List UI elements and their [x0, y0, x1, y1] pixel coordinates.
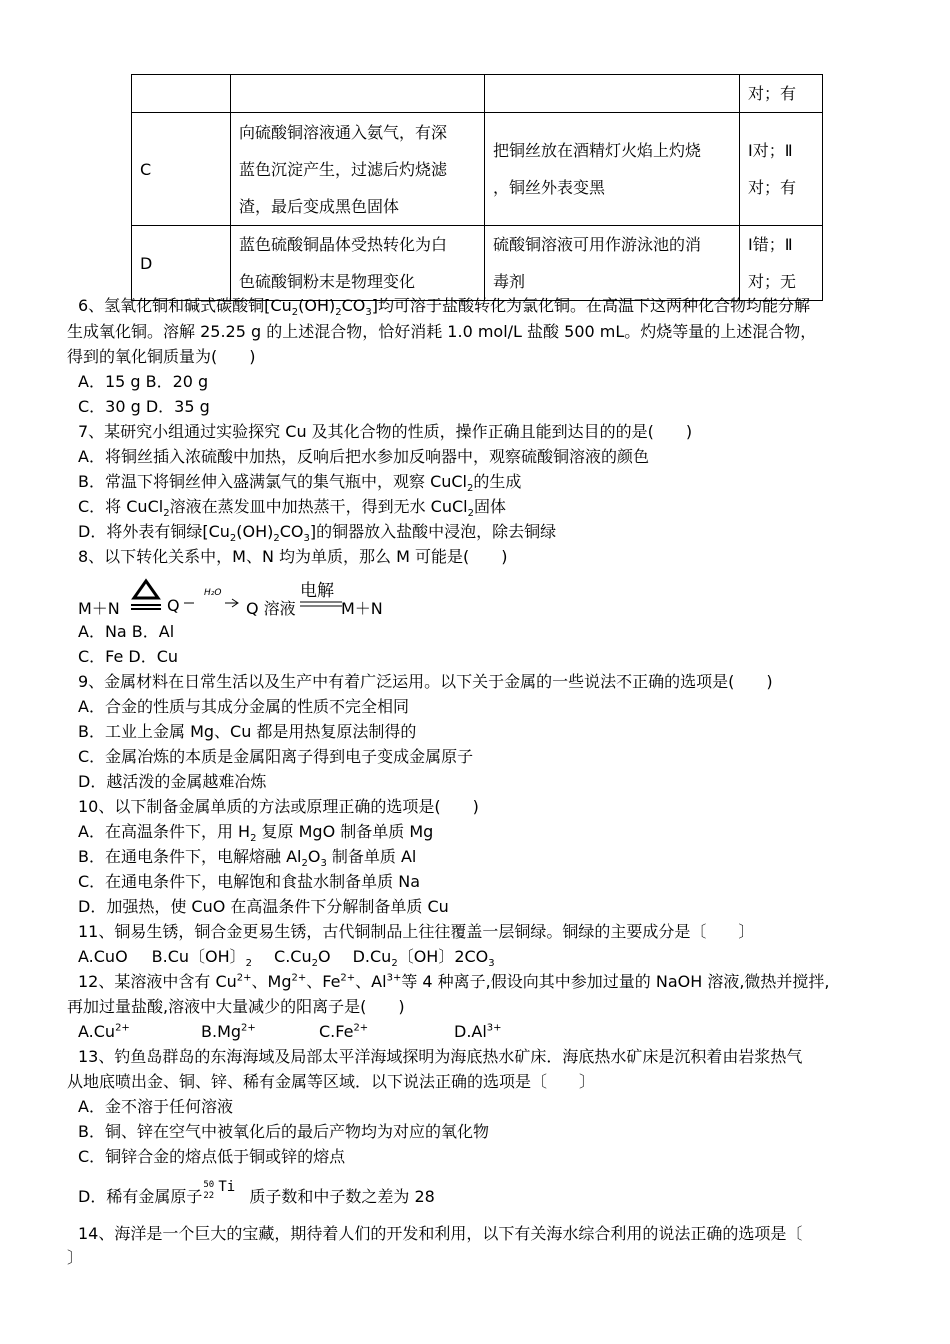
q11-option-d: D.Cu: [352, 947, 392, 966]
subscript: 2: [273, 533, 280, 545]
table-cell: [231, 113, 485, 226]
cell-line: 蓝色硫酸铜晶体受热转化为白: [239, 235, 448, 254]
text: 6、氢氧化铜和碱式碳酸铜[Cu: [78, 296, 292, 315]
q8-stem: 8、以下转化关系中，M、N 均为单质，那么 M 可能是( ): [78, 547, 508, 566]
cell-line: 对；无: [748, 272, 797, 291]
text: 、Mg: [251, 972, 292, 991]
q14-line-2: 〕: [67, 1248, 84, 1267]
table-cell: [740, 226, 823, 301]
text: D.Al: [454, 1022, 487, 1041]
q12-option-a: [78, 1021, 130, 1043]
arrow-icon: [181, 594, 243, 610]
q10-stem: 10、以下制备金属单质的方法或原理正确的选项是( ): [78, 797, 479, 816]
text: 12、某溶液中含有 Cu: [78, 972, 237, 991]
superscript: 2+: [241, 1022, 256, 1034]
eq-right: M＋N: [341, 599, 383, 618]
q14-line-1: 14、海洋是一个巨大的宝藏，期待着人们的开发和利用，以下有关海水综合利用的说法正确的选项是〔: [78, 1224, 803, 1243]
text: B.Mg: [201, 1022, 242, 1041]
subscript: 2: [467, 483, 474, 495]
table-cell: [485, 75, 740, 113]
q12-option-b: [201, 1021, 256, 1043]
text: 固体: [473, 497, 506, 516]
isotope-symbol: [202, 1179, 244, 1202]
text: D．将外表有铜绿[Cu: [78, 522, 230, 541]
isotope-element: Ti: [218, 1179, 236, 1195]
subscript: 2: [301, 858, 308, 870]
text: O: [307, 847, 321, 866]
subscript: 3: [320, 858, 327, 870]
text: (OH): [236, 522, 274, 541]
text: C．将 CuCl: [78, 497, 164, 516]
cell-line: 渣，最后变成黑色固体: [239, 196, 400, 216]
subscript: 2: [311, 958, 318, 970]
table-cell: [231, 75, 485, 113]
superscript: 2+: [291, 972, 307, 984]
cell-line: 把铜丝放在酒精灯火焰上灼烧: [493, 141, 702, 160]
cell-line: 毒剂: [493, 272, 526, 291]
equals-icon: [300, 598, 342, 610]
superscript: 2+: [340, 972, 356, 984]
subscript: 2: [335, 307, 342, 319]
q9-option-a: A．合金的性质与其成分金属的性质不完全相同: [78, 697, 409, 716]
q8-options-1: A．Na B．Al: [78, 622, 175, 641]
q10-option-d: D．加强热，使 CuO 在高温条件下分解制备单质 Cu: [78, 897, 449, 916]
q11-options: [78, 946, 495, 968]
q10-option-b: [78, 846, 416, 868]
cell-line: 蓝色沉淀产生，过滤后灼烧滤: [239, 159, 448, 179]
table-row: [132, 75, 823, 113]
table-cell: C: [132, 113, 231, 226]
eq-q: Q: [167, 596, 180, 615]
cell-line: Ⅰ错；Ⅱ: [748, 235, 793, 254]
text: 、Fe: [306, 972, 341, 991]
q6-options-1: A．15 g B．20 g: [78, 372, 209, 391]
q6-line-3: 得到的氧化铜质量为( ): [67, 347, 256, 366]
text: ]均可溶于盐酸转化为氯化铜。在高温下这两种化合物均能分解: [371, 296, 810, 315]
text: CO: [341, 296, 366, 315]
eq-left: M＋N: [78, 599, 120, 618]
q10-option-a: [78, 821, 433, 843]
text: O: [318, 947, 331, 966]
table-cell: [485, 226, 740, 301]
q6-line-2: 生成氧化铜。溶解 25.25 g 的上述混合物，恰好消耗 1.0 mol/L 盐酸 500 mL。灼烧等量的上述混合物，: [67, 322, 817, 341]
subscript: 2: [291, 307, 299, 319]
table-cell: D: [132, 226, 231, 301]
isotope-number: 22: [203, 1191, 215, 1201]
q11-stem: 11、铜易生锈，铜合金更易生锈，古代铜制品上往往覆盖一层铜绿。铜绿的主要成分是〔 〕: [78, 922, 755, 941]
superscript: 3+: [486, 1022, 502, 1034]
q13-option-a: A．金不溶于任何溶液: [78, 1097, 233, 1116]
q13-line-1: 13、钓鱼岛群岛的东海海域及局部太平洋海域探明为海底热水矿床．海底热水矿床是沉积着由岩浆热气: [78, 1047, 803, 1066]
eq-h2o-label: H₂O: [204, 588, 222, 598]
text: A.Cu: [78, 1022, 116, 1041]
q6-line-1: 6、氢氧化铜和碱式碳酸铜$[Cu_2(OH)_2CO_3]$均可溶于盐酸转化为氯化铜。在高温下这两种化合物均能分解: [78, 296, 810, 319]
text: ]的铜器放入盐酸中浸泡，除去铜绿: [309, 522, 557, 541]
table-row: [132, 226, 823, 301]
text: 的生成: [473, 472, 522, 491]
table-cell: [231, 226, 485, 301]
text: B．在通电条件下，电解熔融 Al: [78, 847, 302, 866]
subscript: 2: [467, 508, 474, 520]
table-cell: [132, 75, 231, 113]
text: 制备单质 Al: [326, 847, 417, 866]
text: 等 4 种离子,假设向其中参加过量的 NaOH 溶液,微热并搅拌,: [401, 972, 830, 991]
q11-option-a: A.CuO: [78, 947, 128, 966]
q7-option-b: [78, 471, 521, 493]
isotope-mass: 50: [203, 1180, 215, 1190]
subscript: 3: [303, 533, 310, 545]
subscript: 2: [229, 533, 237, 545]
text: C.Fe: [319, 1022, 354, 1041]
table-cell: [740, 113, 823, 226]
cell-line: ，铜丝外表变黑: [493, 178, 606, 197]
text: 〔OH〕2CO: [397, 947, 489, 966]
q8-options-2: C．Fe D．Cu: [78, 647, 179, 666]
answer-table: [131, 74, 823, 301]
cell-line: 向硫酸铜溶液通入氨气，有深: [239, 122, 448, 142]
table-cell: [485, 113, 740, 226]
superscript: 3+: [386, 972, 402, 984]
q12-line-2: 再加过量盐酸,溶液中大量减少的阳离子是( ): [67, 997, 405, 1016]
text: A．在高温条件下，用 H: [78, 822, 251, 841]
q12-option-d: [454, 1021, 502, 1043]
text: CO: [279, 522, 304, 541]
q13-line-2: 从地底喷出金、铜、锌、稀有金属等区域．以下说法正确的选项是〔 〕: [67, 1072, 596, 1091]
superscript: 2+: [353, 1022, 369, 1034]
subscript: 2: [245, 958, 253, 970]
q7-stem: 7、某研究小组通过实验探究 Cu 及其化合物的性质，操作正确且能到达目的的是( ): [78, 422, 693, 441]
text: B．常温下将铜丝伸入盛满氯气的集气瓶中，观察 CuCl: [78, 472, 467, 491]
eq-mid: Q 溶液: [246, 599, 296, 618]
q11-option-b: B.Cu〔OH〕: [151, 947, 246, 966]
text: 复原 MgO 制备单质 Mg: [256, 822, 434, 841]
cell-line: 色硫酸铜粉末是物理变化: [239, 272, 416, 291]
text: 质子数和中子数之差为 28: [244, 1187, 435, 1206]
q13-option-c: C．铜锌合金的熔点低于铜或锌的熔点: [78, 1147, 346, 1166]
q12-option-c: [319, 1021, 368, 1043]
superscript: 2+: [236, 972, 252, 984]
q9-option-d: D．越活泼的金属越难冶炼: [78, 772, 267, 791]
table-row: [132, 113, 823, 226]
table-cell: 对；有: [740, 75, 823, 113]
q13-option-b: B．铜、锌在空气中被氧化后的最后产物均为对应的氧化物: [78, 1122, 489, 1141]
subscript: 3: [488, 958, 495, 970]
q11-option-c: C.Cu: [274, 947, 312, 966]
q12-line-1: [78, 971, 830, 993]
q7-option-c: [78, 496, 506, 518]
q13-option-d: [78, 1179, 435, 1208]
subscript: 2: [163, 508, 170, 520]
q7-option-a: A．将铜丝插入浓硫酸中加热，反响后把水参加反响器中，观察硫酸铜溶液的颜色: [78, 447, 649, 466]
cell-line: Ⅰ对；Ⅱ: [748, 141, 793, 160]
q9-option-b: B．工业上金属 Mg、Cu 都是用热复原法制得的: [78, 722, 417, 741]
text: 溶液在蒸发皿中加热蒸干，得到无水 CuCl: [169, 497, 468, 516]
q9-stem: 9、金属材料在日常生活以及生产中有着广泛运用。以下关于金属的一些说法不正确的选项是( ): [78, 672, 773, 691]
subscript: 2: [250, 833, 257, 845]
q10-option-c: C．在通电条件下，电解饱和食盐水制备单质 Na: [78, 872, 421, 891]
eq-electrolysis-label: 电解: [300, 581, 334, 601]
cell-line: 对；有: [748, 178, 797, 197]
text: 、Al: [355, 972, 387, 991]
text: D．稀有金属原子: [78, 1187, 203, 1206]
q7-option-d: [78, 521, 556, 543]
heat-arrow-icon: [129, 578, 163, 616]
cell-line: 硫酸铜溶液可用作游泳池的消: [493, 235, 702, 254]
text: (OH): [298, 296, 336, 315]
q9-option-c: C．金属冶炼的本质是金属阳离子得到电子变成金属原子: [78, 747, 474, 766]
superscript: 2+: [115, 1022, 130, 1034]
q6-options-2: C．30 g D．35 g: [78, 397, 210, 416]
subscript: 2: [391, 958, 398, 970]
